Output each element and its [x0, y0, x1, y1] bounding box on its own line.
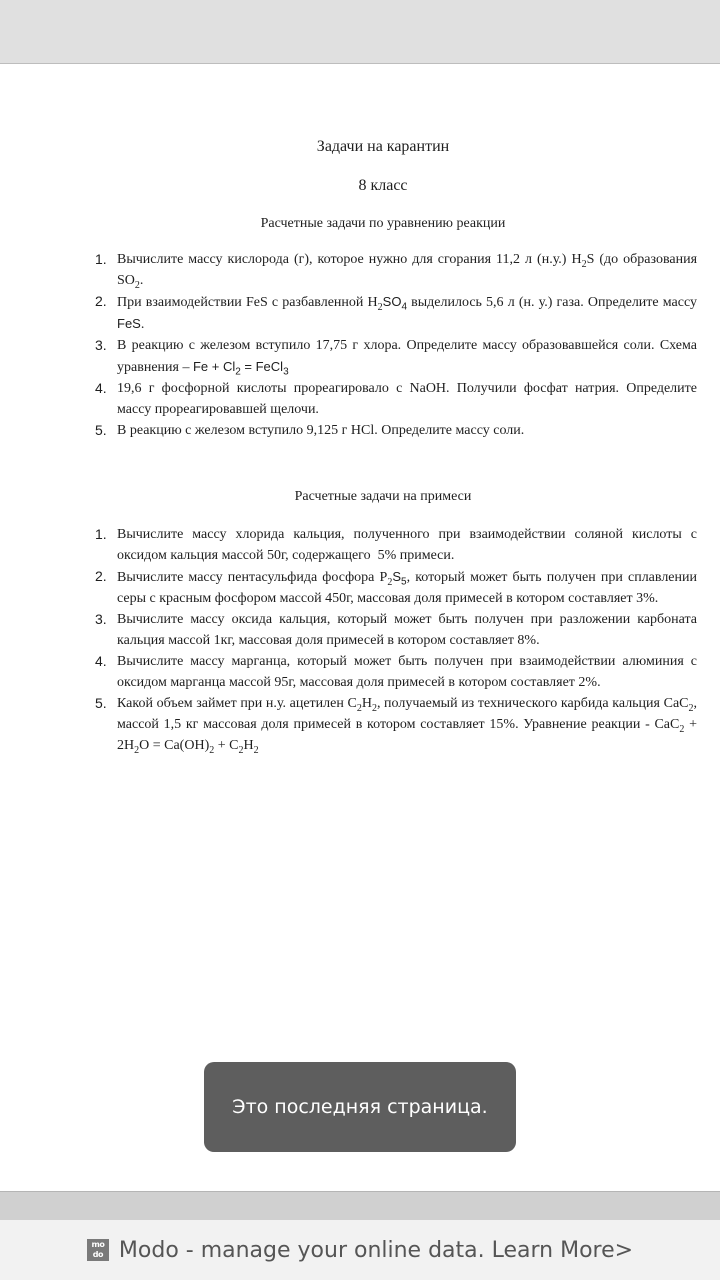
section1-task-3: [95, 335, 697, 378]
task-number: 4.: [95, 653, 107, 669]
task-number: 4.: [95, 380, 107, 396]
task-number: 5.: [95, 422, 107, 438]
task-number: 1.: [95, 526, 107, 542]
task-text: 19,6 г фосфорной кислоты прореагировало с NaOH. Получили фосфат натрия. Определите массу прореагировавшей щелочи.: [117, 381, 697, 417]
task-text: Вычислите массу хлорида кальция, полученного при взаимодействии соляной кислоты с оксидом кальция массой 50г, содержащего 5% примеси.: [117, 527, 697, 563]
ad-banner[interactable]: [0, 1220, 720, 1280]
task-number: 1.: [95, 251, 107, 267]
task-text: В реакцию с железом вступило 17,75 г хлора. Определите массу образовавшейся соли. Схема уравнения – $Fe + Cl_2$ = FeCl$_3$: [117, 338, 697, 378]
bottom-scroll-bar: [0, 1191, 720, 1220]
section1-task-list: [95, 249, 697, 441]
document-page[interactable]: [0, 64, 720, 1191]
task-text: В реакцию с железом вступило 9,125 г HCl. Определите массу соли.: [117, 423, 525, 438]
section2-heading: Расчетные задачи на примеси: [294, 489, 472, 504]
task-text: Вычислите массу оксида кальция, который может быть получен при разложении карбоната кальция массой 1кг, массовая доля примесей в котором составляет 8%.: [117, 612, 697, 648]
task-number: 3.: [95, 337, 107, 353]
task-number: 3.: [95, 611, 107, 627]
last-page-toast: Это последняя страница.: [204, 1062, 516, 1152]
ad-text[interactable]: Modo - manage your online data. Learn More>: [118, 1237, 634, 1263]
task-number: 2.: [95, 293, 107, 309]
section2-task-2: [95, 566, 697, 609]
task-text: При взаимодействии FeS с разбавленной $H_2SO_4$ выделилось 5,6 л (н. у.) газа. Определите массу FeS.: [117, 294, 697, 332]
grade-label: 8 класс: [358, 177, 408, 194]
top-app-bar: [0, 0, 720, 64]
task-text: Вычислите массу пентасульфида фосфора $P_2S_5$, который может быть получен при сплавлении серы с красным фосфором массой 450г, массовая доля примесей в котором составляет 3%.: [117, 569, 697, 606]
section1-task-2: [95, 291, 697, 335]
section1-task-1: [95, 249, 697, 291]
section2-task-4: [95, 651, 697, 693]
section1-task-4: [95, 378, 697, 420]
task-text: Какой объем займет при н.у. ацетилен $C_2H_2$, получаемый из технического карбида кальция CaC$_2$, массой 1,5 кг массовая доля примесей в котором составляет 15%. Уравнение реакции - $CaC_2 + 2H_2O = Ca(OH)_2 + C_2H_2$: [117, 696, 697, 756]
section2-task-list: [95, 524, 697, 756]
task-text: Вычислите массу кислорода (г), которое нужно для сгорания 11,2 л (н.у.) $H_2S$ (до образования $SO_2$.: [117, 252, 698, 291]
task-number: 2.: [95, 568, 107, 584]
document-title: Задачи на карантин: [316, 138, 450, 155]
task-text: Вычислите массу марганца, который может быть получен при взаимодействии алюминия с оксидом марганца массой 95г, массовая доля примесей в котором составляет 2%.: [117, 654, 697, 690]
section2-task-1: [95, 524, 697, 566]
section1-task-5: [95, 420, 697, 441]
modo-logo-icon: mo do: [87, 1239, 109, 1261]
section2-task-5: [95, 693, 697, 756]
section1-heading: Расчетные задачи по уравнению реакции: [260, 216, 506, 231]
task-number: 5.: [95, 695, 107, 711]
section2-task-3: [95, 609, 697, 651]
